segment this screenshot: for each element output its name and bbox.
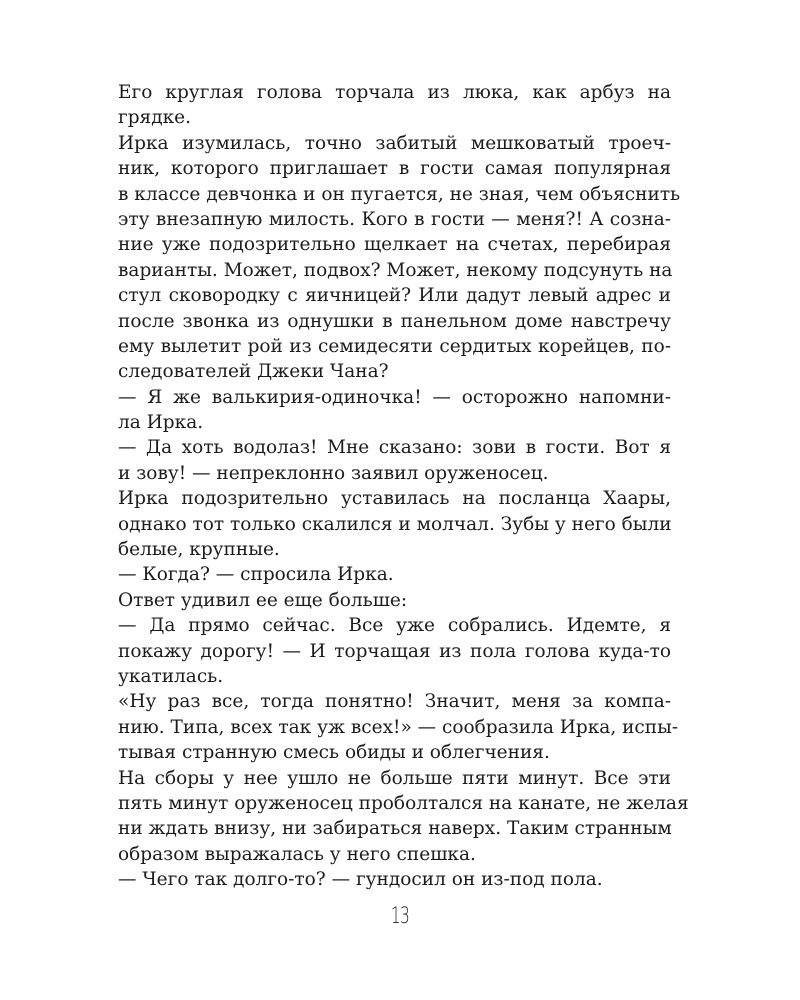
text-line: варианты. Может, подвох? Может, некому подсунуть на bbox=[118, 259, 673, 281]
text-line: в классе девчонка и он пугается, не зная, чем объяснить bbox=[118, 183, 681, 205]
text-line: ник, которого приглашает в гости самая популярная bbox=[118, 158, 671, 180]
text-line: нию. Типа, всех так уж всех!» — сообразила Ирка, испы- bbox=[118, 716, 679, 738]
text-line: — Когда? — спросила Ирка. bbox=[118, 564, 394, 586]
text-line: «Ну раз все, тогда понятно! Значит, меня за компа- bbox=[118, 691, 671, 713]
text-line: тывая странную смесь обиды и облегчения. bbox=[118, 742, 550, 764]
text-line: покажу дорогу! — И торчащая из пола голова куда-то bbox=[118, 640, 671, 662]
text-line: и зову! — непреклонно заявил оруженосец. bbox=[118, 462, 549, 484]
text-line: грядке. bbox=[118, 107, 191, 129]
page-number: 13 bbox=[390, 904, 410, 929]
text-line: образом выражалась у него спешка. bbox=[118, 843, 476, 865]
text-line: ла Ирка. bbox=[118, 412, 204, 434]
text-line: следователей Джеки Чана? bbox=[118, 361, 389, 383]
text-line: Ирка изумилась, точно забитый мешковатый троеч- bbox=[118, 132, 671, 154]
text-line: ни ждать внизу, ни забираться наверх. Таким странным bbox=[118, 818, 672, 840]
text-line: — Чего так долго-то? — гундосил он из-под пола. bbox=[118, 869, 603, 891]
text-line: — Я же валькирия-одиночка! — осторожно напомни- bbox=[118, 386, 671, 408]
text-line: после звонка из однушки в панельном доме навстречу bbox=[118, 310, 671, 332]
text-line: Ирка подозрительно уставилась на посланца Хаары, bbox=[118, 488, 671, 510]
body-text bbox=[118, 80, 689, 893]
text-line: укатилась. bbox=[118, 665, 224, 687]
text-line: На сборы у нее ушло не больше пяти минут. Все эти bbox=[118, 767, 671, 789]
text-line: стул сковородку с яичницей? Или дадут левый адрес и bbox=[118, 285, 671, 307]
text-line: эту внезапную милость. Кого в гости — меня?! А созна- bbox=[118, 208, 671, 230]
text-line: белые, крупные. bbox=[118, 539, 280, 561]
text-line: ему вылетит рой из семидесяти сердитых корейцев, по- bbox=[118, 335, 671, 357]
text-line: ние уже подозрительно щелкает на счетах, перебирая bbox=[118, 234, 671, 256]
text-line: — Да прямо сейчас. Все уже собрались. Идемте, я bbox=[118, 615, 671, 637]
text-line: пять минут оруженосец проболтался на канате, не желая bbox=[118, 792, 689, 814]
text-line: однако тот только скалился и молчал. Зубы у него были bbox=[118, 513, 672, 535]
text-line: Его круглая голова торчала из люка, как арбуз на bbox=[118, 82, 671, 103]
text-line: Ответ удивил ее еще больше: bbox=[118, 589, 408, 611]
text-line: — Да хоть водолаз! Мне сказано: зови в гости. Вот я bbox=[118, 437, 671, 459]
